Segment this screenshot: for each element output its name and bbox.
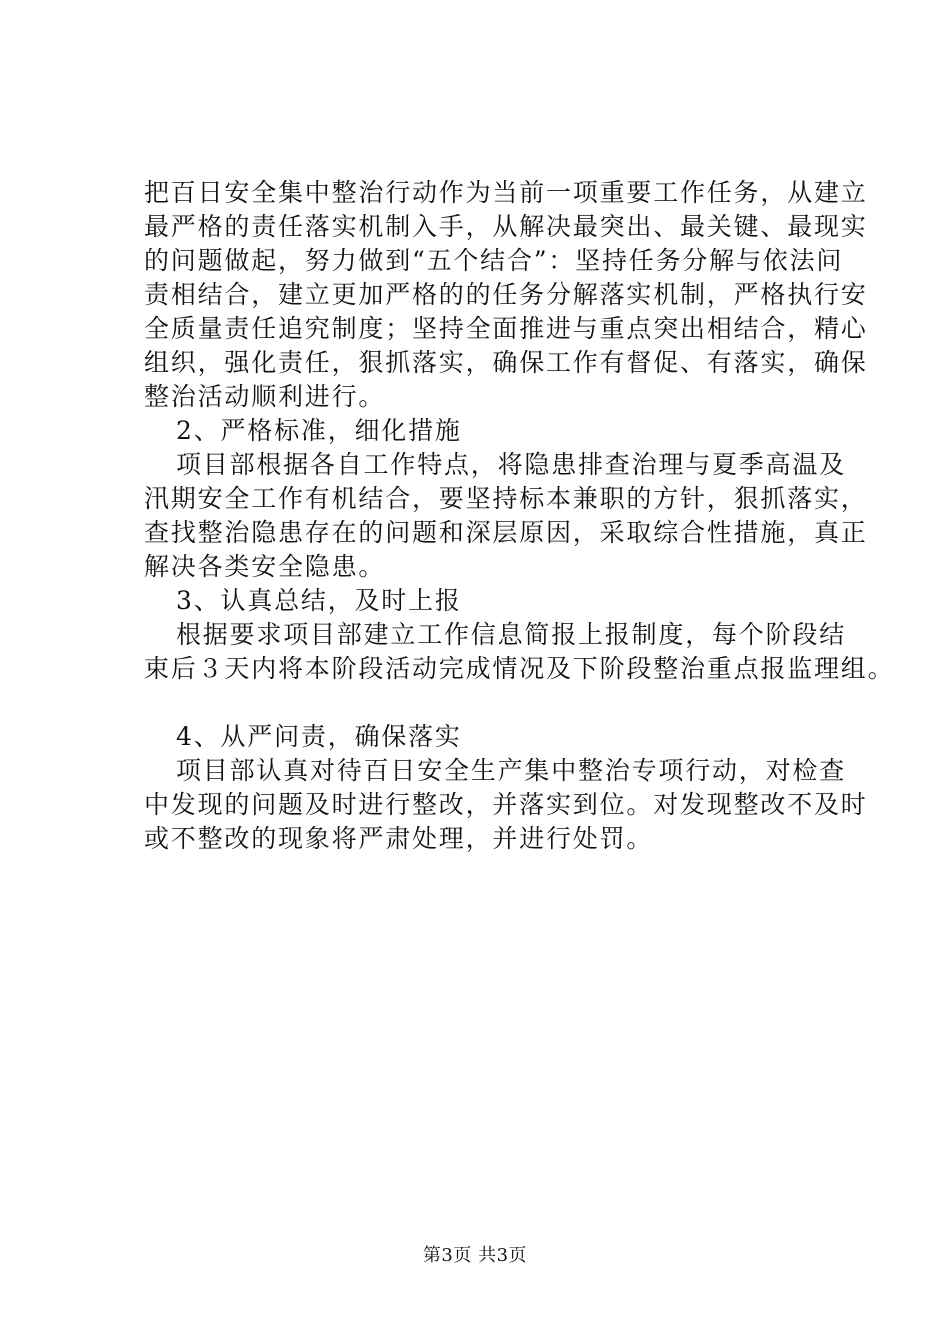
paragraph-line: 或不整改的现象将严肃处理，并进行处罚。	[144, 824, 654, 853]
paragraph-line: 最严格的责任落实机制入手，从解决最突出、最关键、最现实	[144, 212, 868, 241]
paragraph-line: 查找整治隐患存在的问题和深层原因，采取综合性措施，真正	[144, 518, 868, 547]
paragraph-line: 项目部根据各自工作特点，将隐患排查治理与夏季高温及	[176, 450, 847, 479]
paragraph-line: 束后３天内将本阶段活动完成情况及下阶段整治重点报监理组。	[144, 654, 895, 683]
paragraph-line: 中发现的问题及时进行整改，并落实到位。对发现整改不及时	[144, 790, 868, 819]
paragraph-line: 根据要求项目部建立工作信息简报上报制度，每个阶段结	[176, 620, 847, 649]
section-heading: 4、从严问责，确保落实	[176, 722, 462, 751]
paragraph-line: 的问题做起，努力做到“五个结合”：坚持任务分解与依法问	[144, 246, 844, 275]
paragraph-line: 整治活动顺利进行。	[144, 382, 386, 411]
section-heading: 2、严格标准，细化措施	[176, 416, 462, 445]
paragraph-line: 汛期安全工作有机结合，要坚持标本兼职的方针，狠抓落实，	[144, 484, 868, 513]
paragraph-line: 解决各类安全隐患。	[144, 552, 386, 581]
section-heading: 3、认真总结，及时上报	[176, 586, 462, 615]
page-number-footer: 第3页 共3页	[422, 1245, 528, 1266]
paragraph-line: 责相结合，建立更加严格的的任务分解落实机制，严格执行安	[144, 280, 868, 309]
paragraph-line: 项目部认真对待百日安全生产集中整治专项行动，对检查	[176, 756, 847, 785]
paragraph-line: 把百日安全集中整治行动作为当前一项重要工作任务，从建立	[144, 178, 868, 207]
paragraph-line: 组织，强化责任，狠抓落实，确保工作有督促、有落实，确保	[144, 348, 868, 377]
paragraph-line: 全质量责任追究制度；坚持全面推进与重点突出相结合，精心	[144, 314, 868, 343]
